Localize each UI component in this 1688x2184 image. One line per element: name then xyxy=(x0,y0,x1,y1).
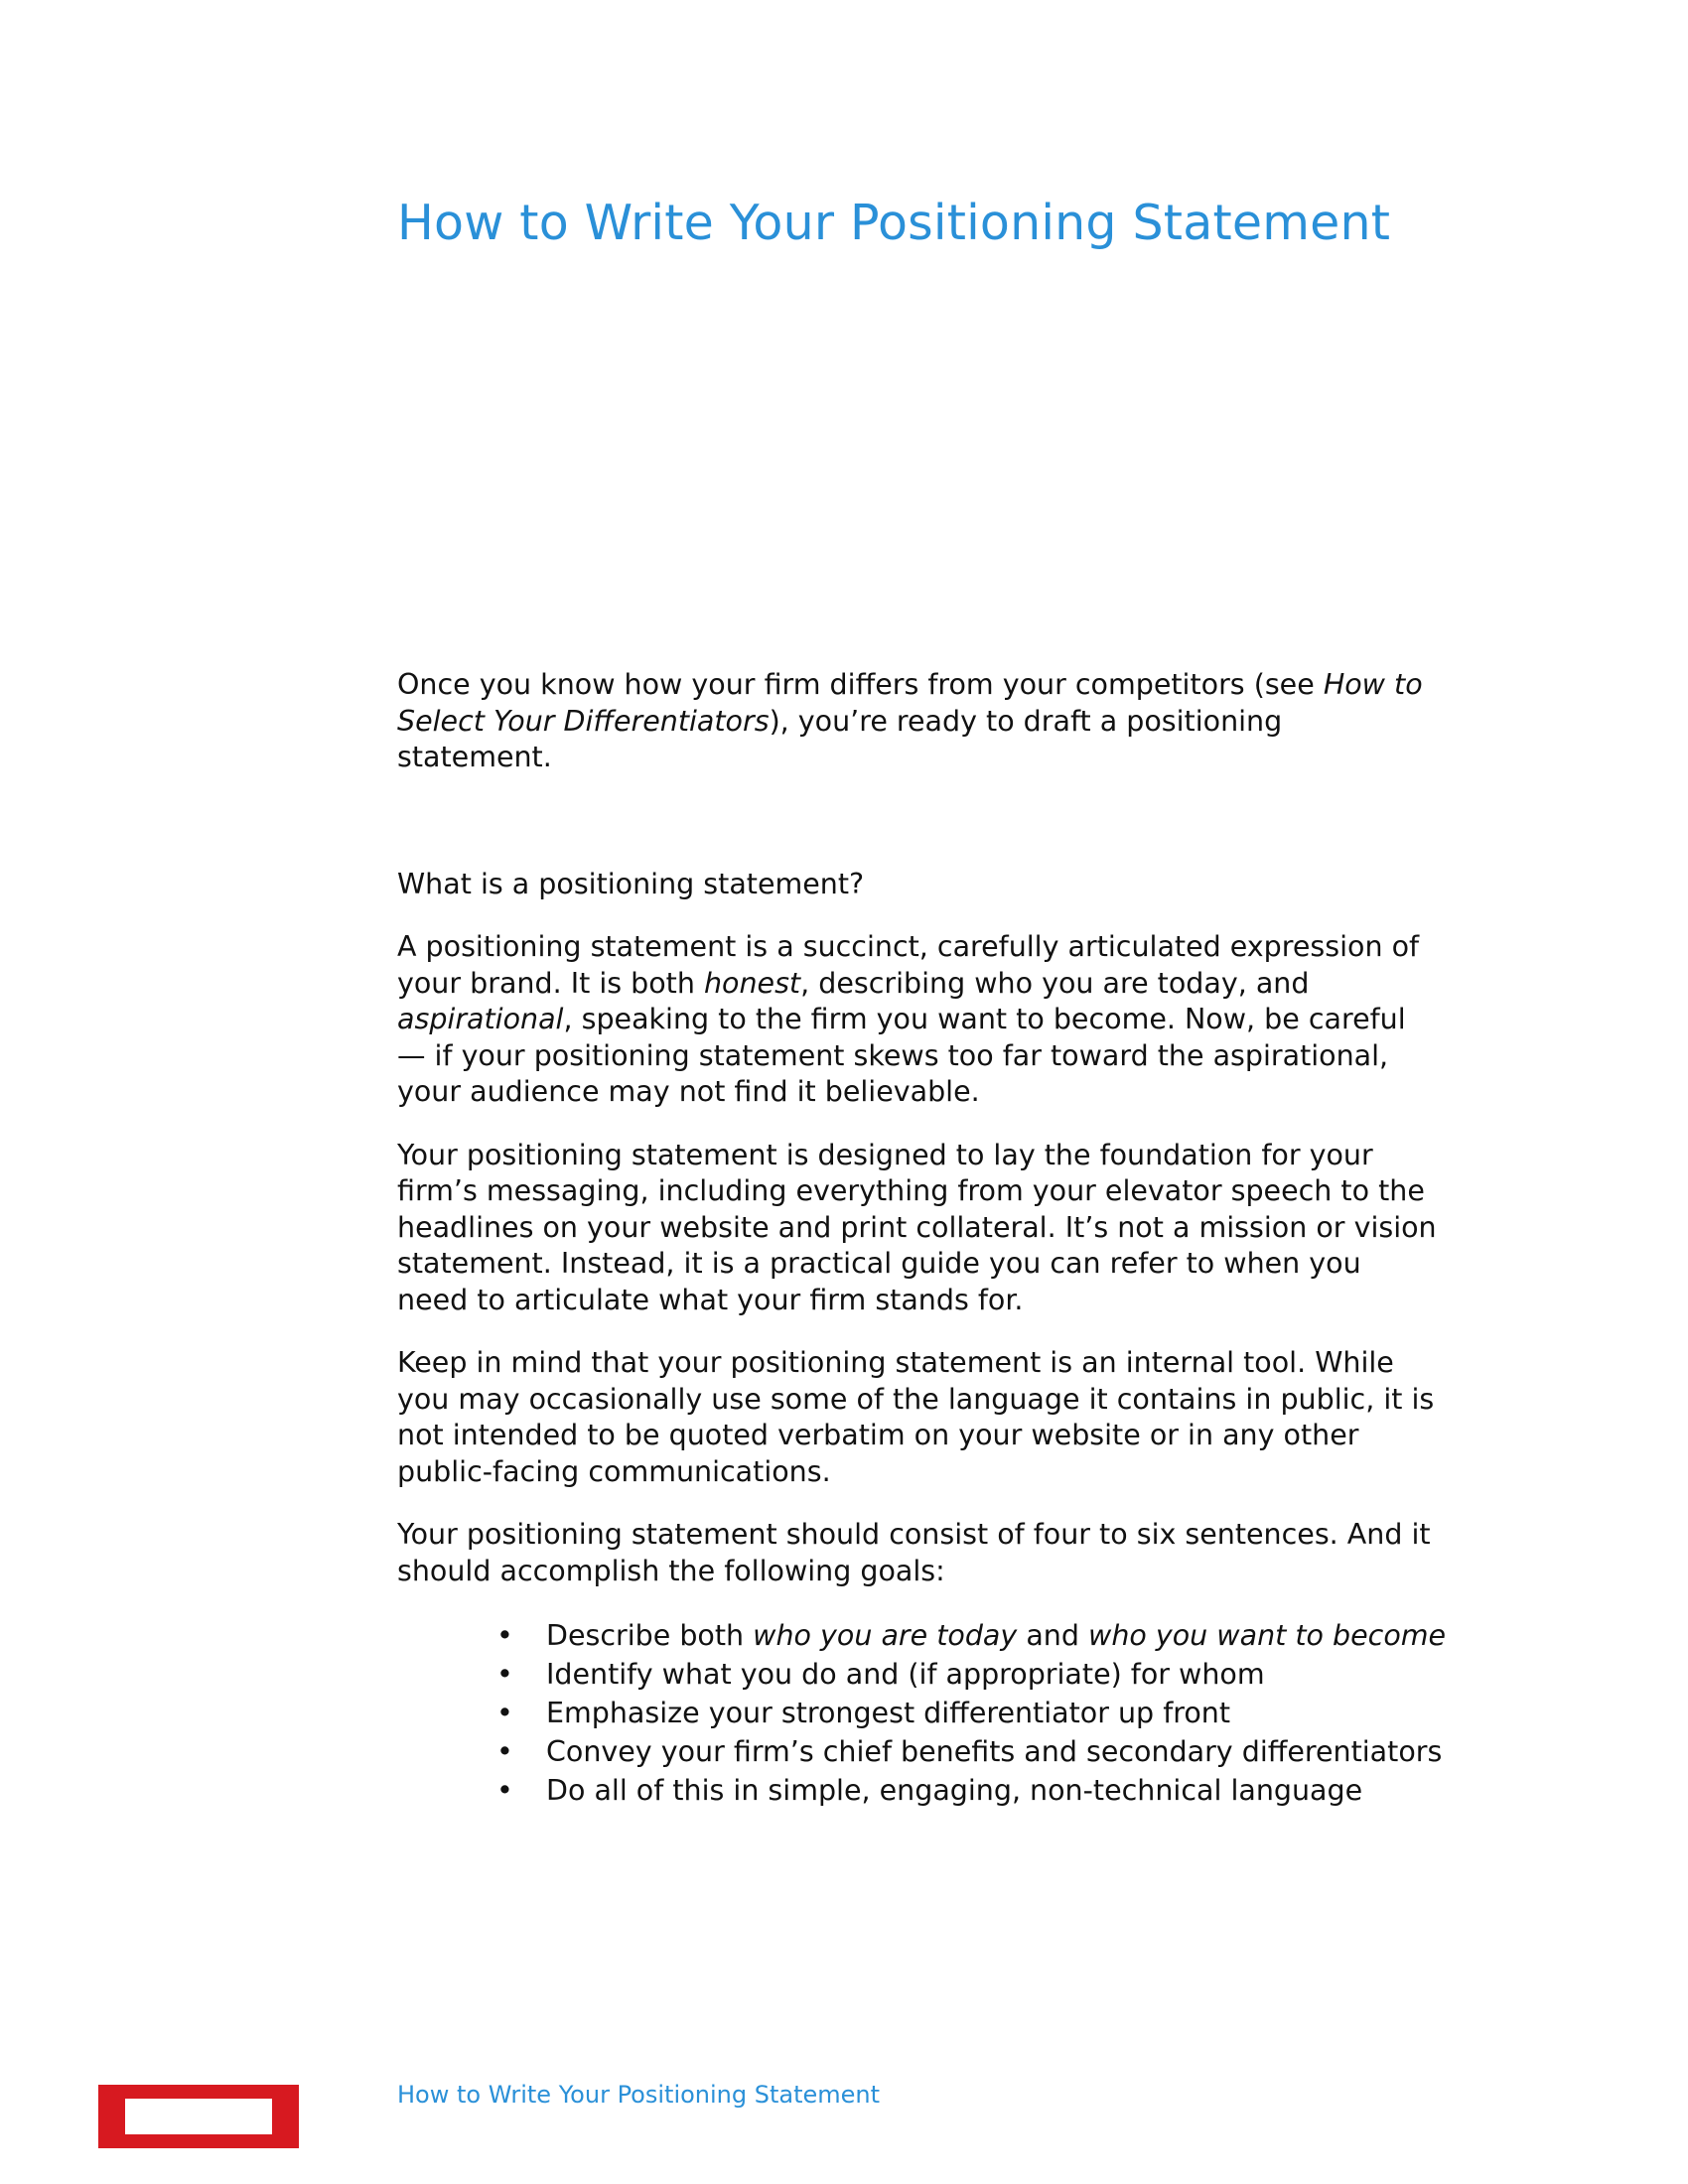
footer-logo xyxy=(98,2085,299,2148)
bullet-icon: • xyxy=(496,1774,513,1807)
intro-text-before: Once you know how your firm differs from your competitors (see xyxy=(397,668,1324,701)
paragraph-text: , speaking to the firm you want to become. Now, be careful — if your positioning statement skews too far toward the aspirational, your audience may not find it believable. xyxy=(397,1003,1406,1108)
paragraph-internal-tool: Keep in mind that your positioning statement is an internal tool. While you may occasionally use some of the language it contains in public, it is not intended to be quoted verbatim on your website or in any other public-facing communications. xyxy=(397,1346,1435,1488)
emphasis-today: who you are today xyxy=(753,1619,1018,1652)
list-item-text: Emphasize your strongest differentiator up front xyxy=(546,1697,1230,1729)
intro-paragraph xyxy=(397,667,1440,776)
list-item xyxy=(397,1694,1440,1732)
list-item xyxy=(397,1616,1447,1655)
footer-logo-inner xyxy=(125,2099,272,2134)
list-item-text: Convey your firm’s chief benefits and secondary differentiators xyxy=(546,1735,1443,1768)
paragraph-definition xyxy=(397,929,1440,1111)
paragraph-goals-intro: Your positioning statement should consist of four to six sentences. And it should accomplish the following goals: xyxy=(397,1518,1431,1587)
document-body xyxy=(397,667,1447,1810)
intro-text-after: ), you’re ready to draft a positioning statement. xyxy=(397,704,1283,773)
list-item-text: and xyxy=(1017,1619,1089,1652)
goals-list xyxy=(397,1616,1447,1810)
bullet-icon: • xyxy=(496,1735,513,1768)
bullet-icon: • xyxy=(496,1697,513,1729)
section-heading: What is a positioning statement? xyxy=(397,867,865,900)
page-title: How to Write Your Positioning Statement xyxy=(397,195,1391,251)
list-item xyxy=(397,1655,1440,1694)
bullet-icon: • xyxy=(496,1619,513,1652)
intro-reference-title: How to Select Your Differentiators xyxy=(397,668,1423,738)
list-item xyxy=(397,1771,1440,1810)
paragraph-text: A positioning statement is a succinct, carefully articulated expression of your brand. It is both xyxy=(397,930,1420,1000)
bullet-icon: • xyxy=(496,1658,513,1691)
emphasis-honest: honest xyxy=(703,966,801,1000)
emphasis-become: who you want to become xyxy=(1088,1619,1447,1652)
paragraph-text: , describing who you are today, and xyxy=(800,966,1310,1000)
list-item-text: Identify what you do and (if appropriate) for whom xyxy=(546,1658,1265,1691)
list-item xyxy=(397,1732,1443,1771)
paragraph-foundation: Your positioning statement is designed to lay the foundation for your firm’s messaging, including everything from your elevator speech to the headlines on your website and print collateral. It’s not a mission or vision statement. Instead, it is a practical guide you can refer to when you need to articulate what your firm stands for. xyxy=(397,1138,1437,1316)
footer-title: How to Write Your Positioning Statement xyxy=(397,2081,881,2109)
list-item-text: Do all of this in simple, engaging, non-technical language xyxy=(546,1774,1363,1807)
emphasis-aspirational: aspirational xyxy=(397,1003,564,1035)
list-item-text: Describe both xyxy=(546,1619,754,1652)
